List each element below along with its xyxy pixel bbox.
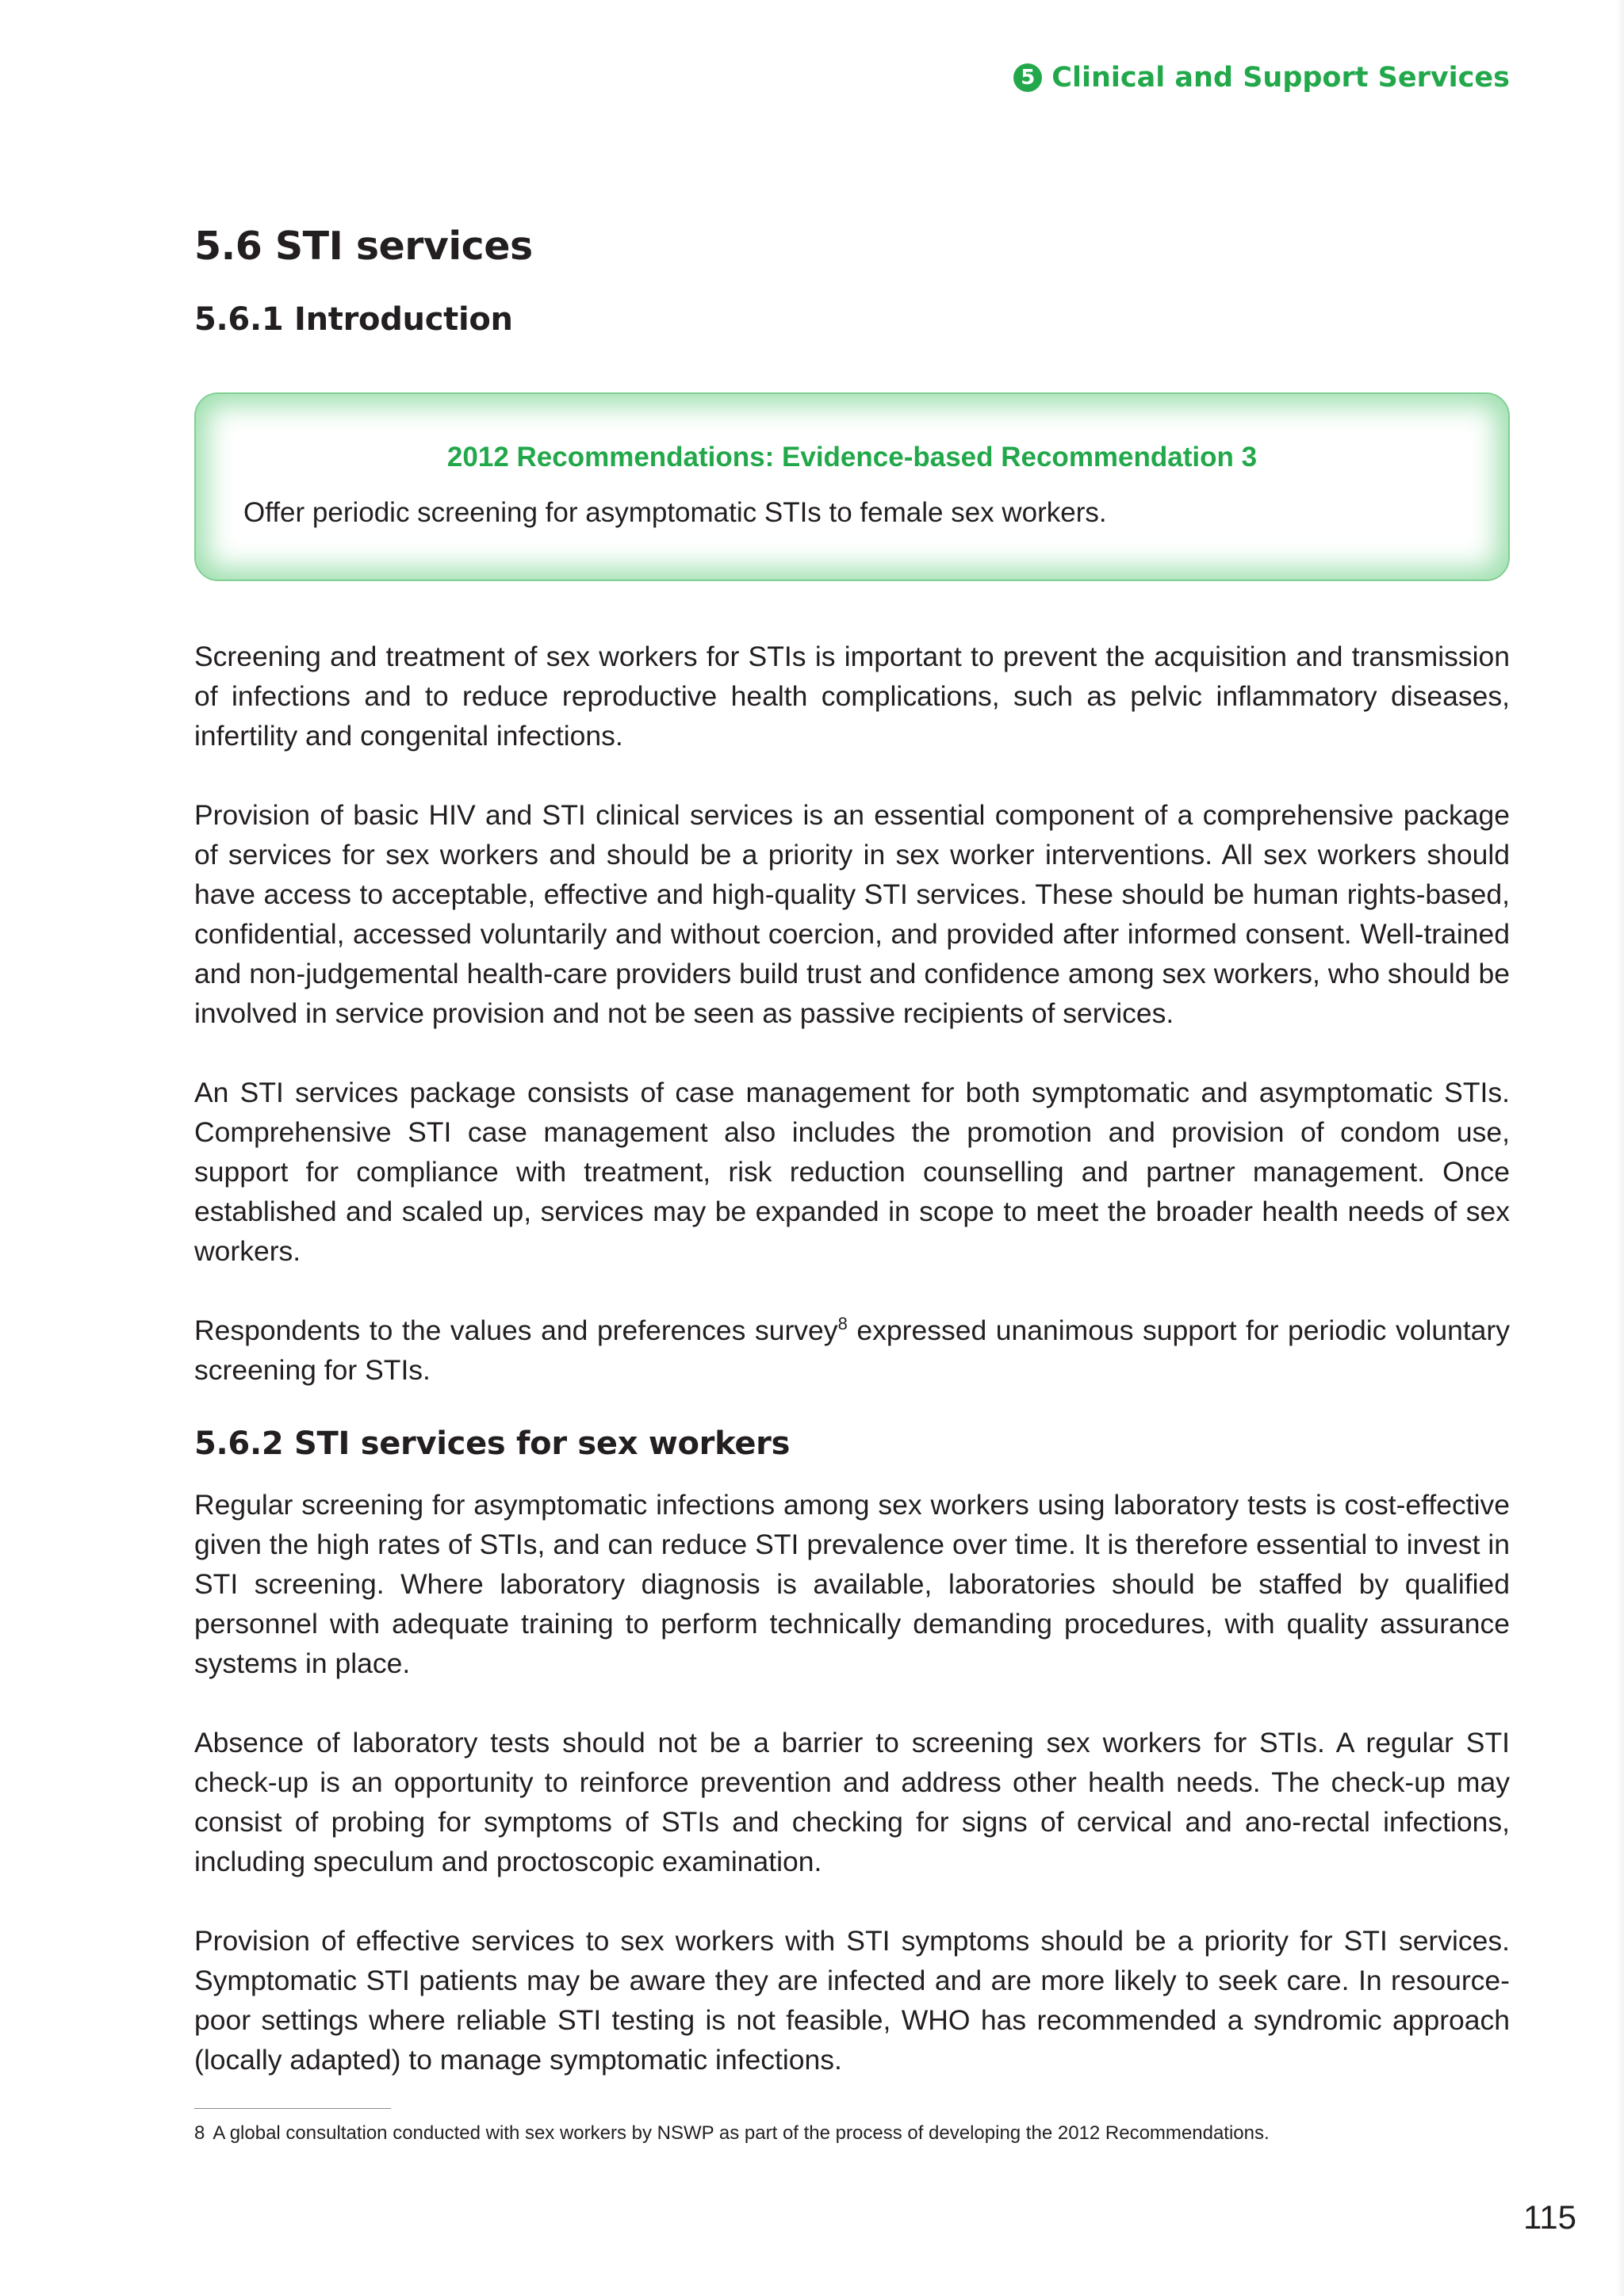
body-paragraph: Regular screening for asymptomatic infections among sex workers using laboratory tests is cost-effective given the high rates of STIs, and can reduce STI prevalence over time. It is therefore essential to invest in STI screening. Where laboratory diagnosis is available, laboratories should be staffed by qualified personnel with adequate training to perform technically demanding procedures, with quality assurance systems in place.	[194, 1489, 1510, 1679]
page-number: 115	[1523, 2198, 1576, 2236]
chapter-number-badge: 5	[1013, 63, 1042, 92]
body-paragraph: An STI services package consists of case management for both symptomatic and asymptomatic STIs. Comprehensive STI case management also includes the promotion and provision of condom use, support for compliance with treatment, risk reduction counselling and partner management. Once established and scaled up, services may be expanded in scope to meet the broader health needs of sex workers.	[194, 1077, 1510, 1267]
subsection-introduction-title: 5.6.1 Introduction	[194, 301, 513, 338]
chapter-title: Clinical and Support Services	[1051, 62, 1510, 94]
survey-text-continued: expressed unanimous support for periodic voluntary screening for STIs.	[194, 1314, 1510, 1386]
chapter-header	[1013, 62, 1510, 94]
subsection-sti-services-title: 5.6.2 STI services for sex workers	[194, 1425, 791, 1462]
footnote-text: A global consultation conducted with sex workers by NSWP as part of the process of developing the 2012 Recommendations.	[213, 2122, 1270, 2144]
survey-paragraph	[194, 1311, 1510, 1390]
body-paragraph: Screening and treatment of sex workers for STIs is important to prevent the acquisition and transmission of infections and to reduce reproductive health complications, such as pelvic inflammatory diseases, infertility and congenital infections.	[194, 641, 1510, 752]
footnote-reference[interactable]: 8	[837, 1314, 848, 1334]
recommendation-title: 2012 Recommendations: Evidence-based Recommendation 3	[446, 442, 1258, 473]
body-paragraph: Absence of laboratory tests should not be a barrier to screening sex workers for STIs. A regular STI check-up is an opportunity to reinforce prevention and address other health needs. The check-up may consist of probing for symptoms of STIs and checking for signs of cervical and ano-rectal infections, including speculum and proctoscopic examination.	[194, 1727, 1510, 1877]
footnote-number: 8	[194, 2122, 205, 2144]
recommendation-box	[194, 392, 1510, 581]
footnote	[194, 2122, 1270, 2145]
recommendation-text: Offer periodic screening for asymptomatic STIs to female sex workers.	[243, 497, 1107, 528]
section-title: 5.6 STI services	[194, 224, 533, 269]
footnote-divider	[194, 2108, 391, 2109]
body-paragraph: Provision of effective services to sex workers with STI symptoms should be a priority for STI services. Symptomatic STI patients may be aware they are infected and are more likely to seek care. In resource-poor settings where reliable STI testing is not feasible, WHO has recommended a syndromic approach (locally adapted) to manage symptomatic infections.	[194, 1925, 1510, 2076]
body-paragraph: Provision of basic HIV and STI clinical services is an essential component of a comprehensive package of services for sex workers and should be a priority in sex worker interventions. All sex workers should have access to acceptable, effective and high-quality STI services. These should be human rights-based, confidential, accessed voluntarily and without coercion, and provided after informed consent. Well-trained and non-judgemental health-care providers build trust and confidence among sex workers, who should be involved in service provision and not be seen as passive recipients of services.	[194, 799, 1510, 1029]
survey-text: Respondents to the values and preferences survey	[194, 1314, 838, 1346]
page-edge	[1616, 0, 1624, 2296]
